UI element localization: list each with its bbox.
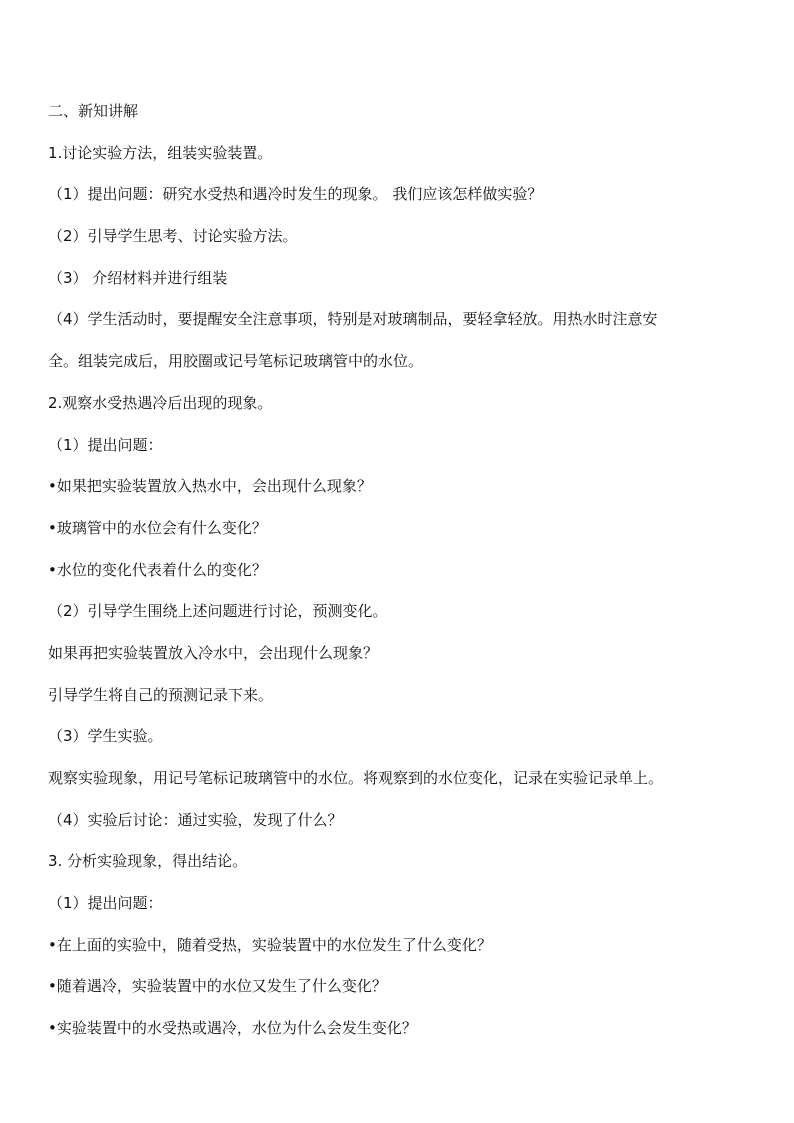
paragraph: （1）提出问题： (48, 894, 163, 913)
paragraph: （3） 介绍材料并进行组装 (48, 268, 228, 287)
section-heading: 二、新知讲解 (48, 102, 139, 120)
step-heading: 1.讨论实验方法，组装实验装置。 (48, 143, 273, 162)
bullet-item: •如果把实验装置放入热水中，会出现什么现象？ (48, 477, 372, 496)
document-body (48, 101, 768, 1060)
paragraph: （1）提出问题：研究水受热和遇冷时发生的现象。 我们应该怎样做实验？ (48, 185, 543, 204)
paragraph: （3）学生实验。 (48, 727, 163, 746)
bullet-item: •在上面的实验中，随着受热，实验装置中的水位发生了什么变化？ (48, 935, 492, 954)
bullet-item: •玻璃管中的水位会有什么变化？ (48, 518, 267, 537)
bullet-item: •水位的变化代表着什么的变化？ (48, 560, 267, 579)
paragraph: 全。组装完成后，用胶圈或记号笔标记玻璃管中的水位。 (48, 352, 424, 371)
paragraph: 观察实验现象，用记号笔标记玻璃管中的水位。将观察到的水位变化，记录在实验记录单上。 (48, 769, 664, 787)
paragraph: （2）引导学生思考、讨论实验方法。 (48, 227, 298, 246)
paragraph: （1）提出问题： (48, 435, 163, 454)
paragraph: （4）实验后讨论：通过实验，发现了什么？ (48, 810, 343, 829)
paragraph: 引导学生将自己的预测记录下来。 (48, 685, 274, 704)
bullet-item: •实验装置中的水受热或遇冷，水位为什么会发生变化？ (48, 1019, 417, 1038)
bullet-item: •随着遇冷，实验装置中的水位又发生了什么变化？ (48, 977, 387, 996)
step-heading: 3. 分析实验现象，得出结论。 (48, 852, 248, 871)
paragraph: （2）引导学生围绕上述问题进行讨论，预测变化。 (48, 602, 388, 621)
paragraph: 如果再把实验装置放入冷水中，会出现什么现象？ (48, 643, 379, 662)
step-heading: 2.观察水受热遇冷后出现的现象。 (48, 393, 273, 412)
paragraph: （4）学生活动时，要提醒安全注意事项，特别是对玻璃制品，要轻拿轻放。用热水时注意安 (48, 310, 658, 329)
